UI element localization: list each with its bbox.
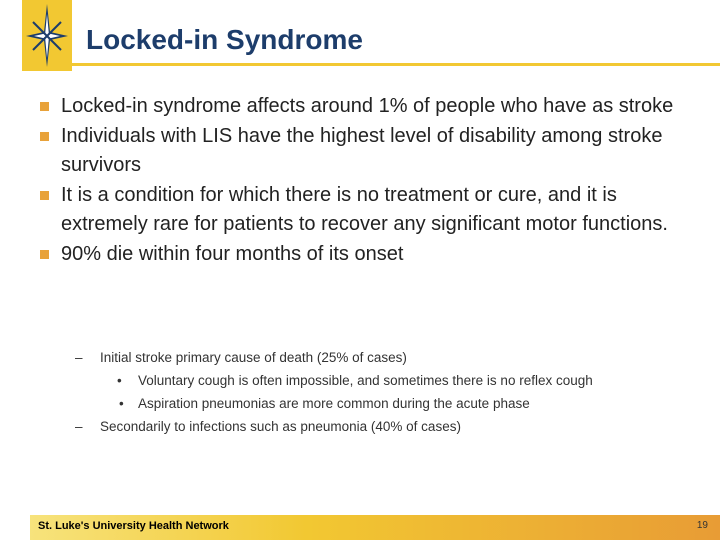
- bullet-item: [40, 181, 700, 240]
- bullet-text: 90% die within four months of its onset: [61, 242, 404, 265]
- slide-title: Locked-in Syndrome: [86, 24, 363, 55]
- bullet-text: Locked-in syndrome affects around 1% of people who have as stroke: [61, 95, 674, 117]
- bullet-text: Individuals with LIS have the highest level of disability among stroke survivors: [61, 124, 663, 176]
- dot-marker: •: [119, 396, 124, 411]
- bullet-item: [40, 122, 700, 181]
- sub-item-text: Initial stroke primary cause of death (25% of cases): [100, 350, 407, 365]
- logo: [22, 0, 72, 71]
- square-bullet-icon: [40, 132, 49, 141]
- page-number: 19: [696, 520, 708, 531]
- square-bullet-icon: [40, 102, 49, 111]
- bullet-text: It is a condition for which there is no treatment or cure, and it is extremely rare for patients to recover any significant motor functions.: [61, 183, 668, 235]
- square-bullet-icon: [40, 191, 49, 200]
- sub-sub-item-text: Aspiration pneumonias are more common during the acute phase: [138, 396, 530, 411]
- sub-item: [75, 415, 715, 438]
- star-cross-icon: [22, 0, 72, 71]
- sub-bullet-list: [75, 346, 715, 438]
- sub-item-text: Secondarily to infections such as pneumonia (40% of cases): [100, 419, 461, 434]
- title-divider: [72, 63, 720, 66]
- dot-marker: •: [117, 373, 122, 388]
- sub-sub-item: [75, 369, 715, 392]
- footer-organization: St. Luke's University Health Network: [38, 520, 229, 532]
- square-bullet-icon: [40, 250, 49, 259]
- sub-item: [75, 346, 715, 369]
- bullet-item: [40, 240, 700, 270]
- dash-marker: –: [75, 419, 83, 434]
- bullet-item: [40, 92, 700, 122]
- sub-sub-item: [75, 392, 715, 415]
- sub-sub-item-text: Voluntary cough is often impossible, and sometimes there is no reflex cough: [138, 373, 593, 388]
- bullet-list: [40, 92, 700, 269]
- dash-marker: –: [75, 350, 83, 365]
